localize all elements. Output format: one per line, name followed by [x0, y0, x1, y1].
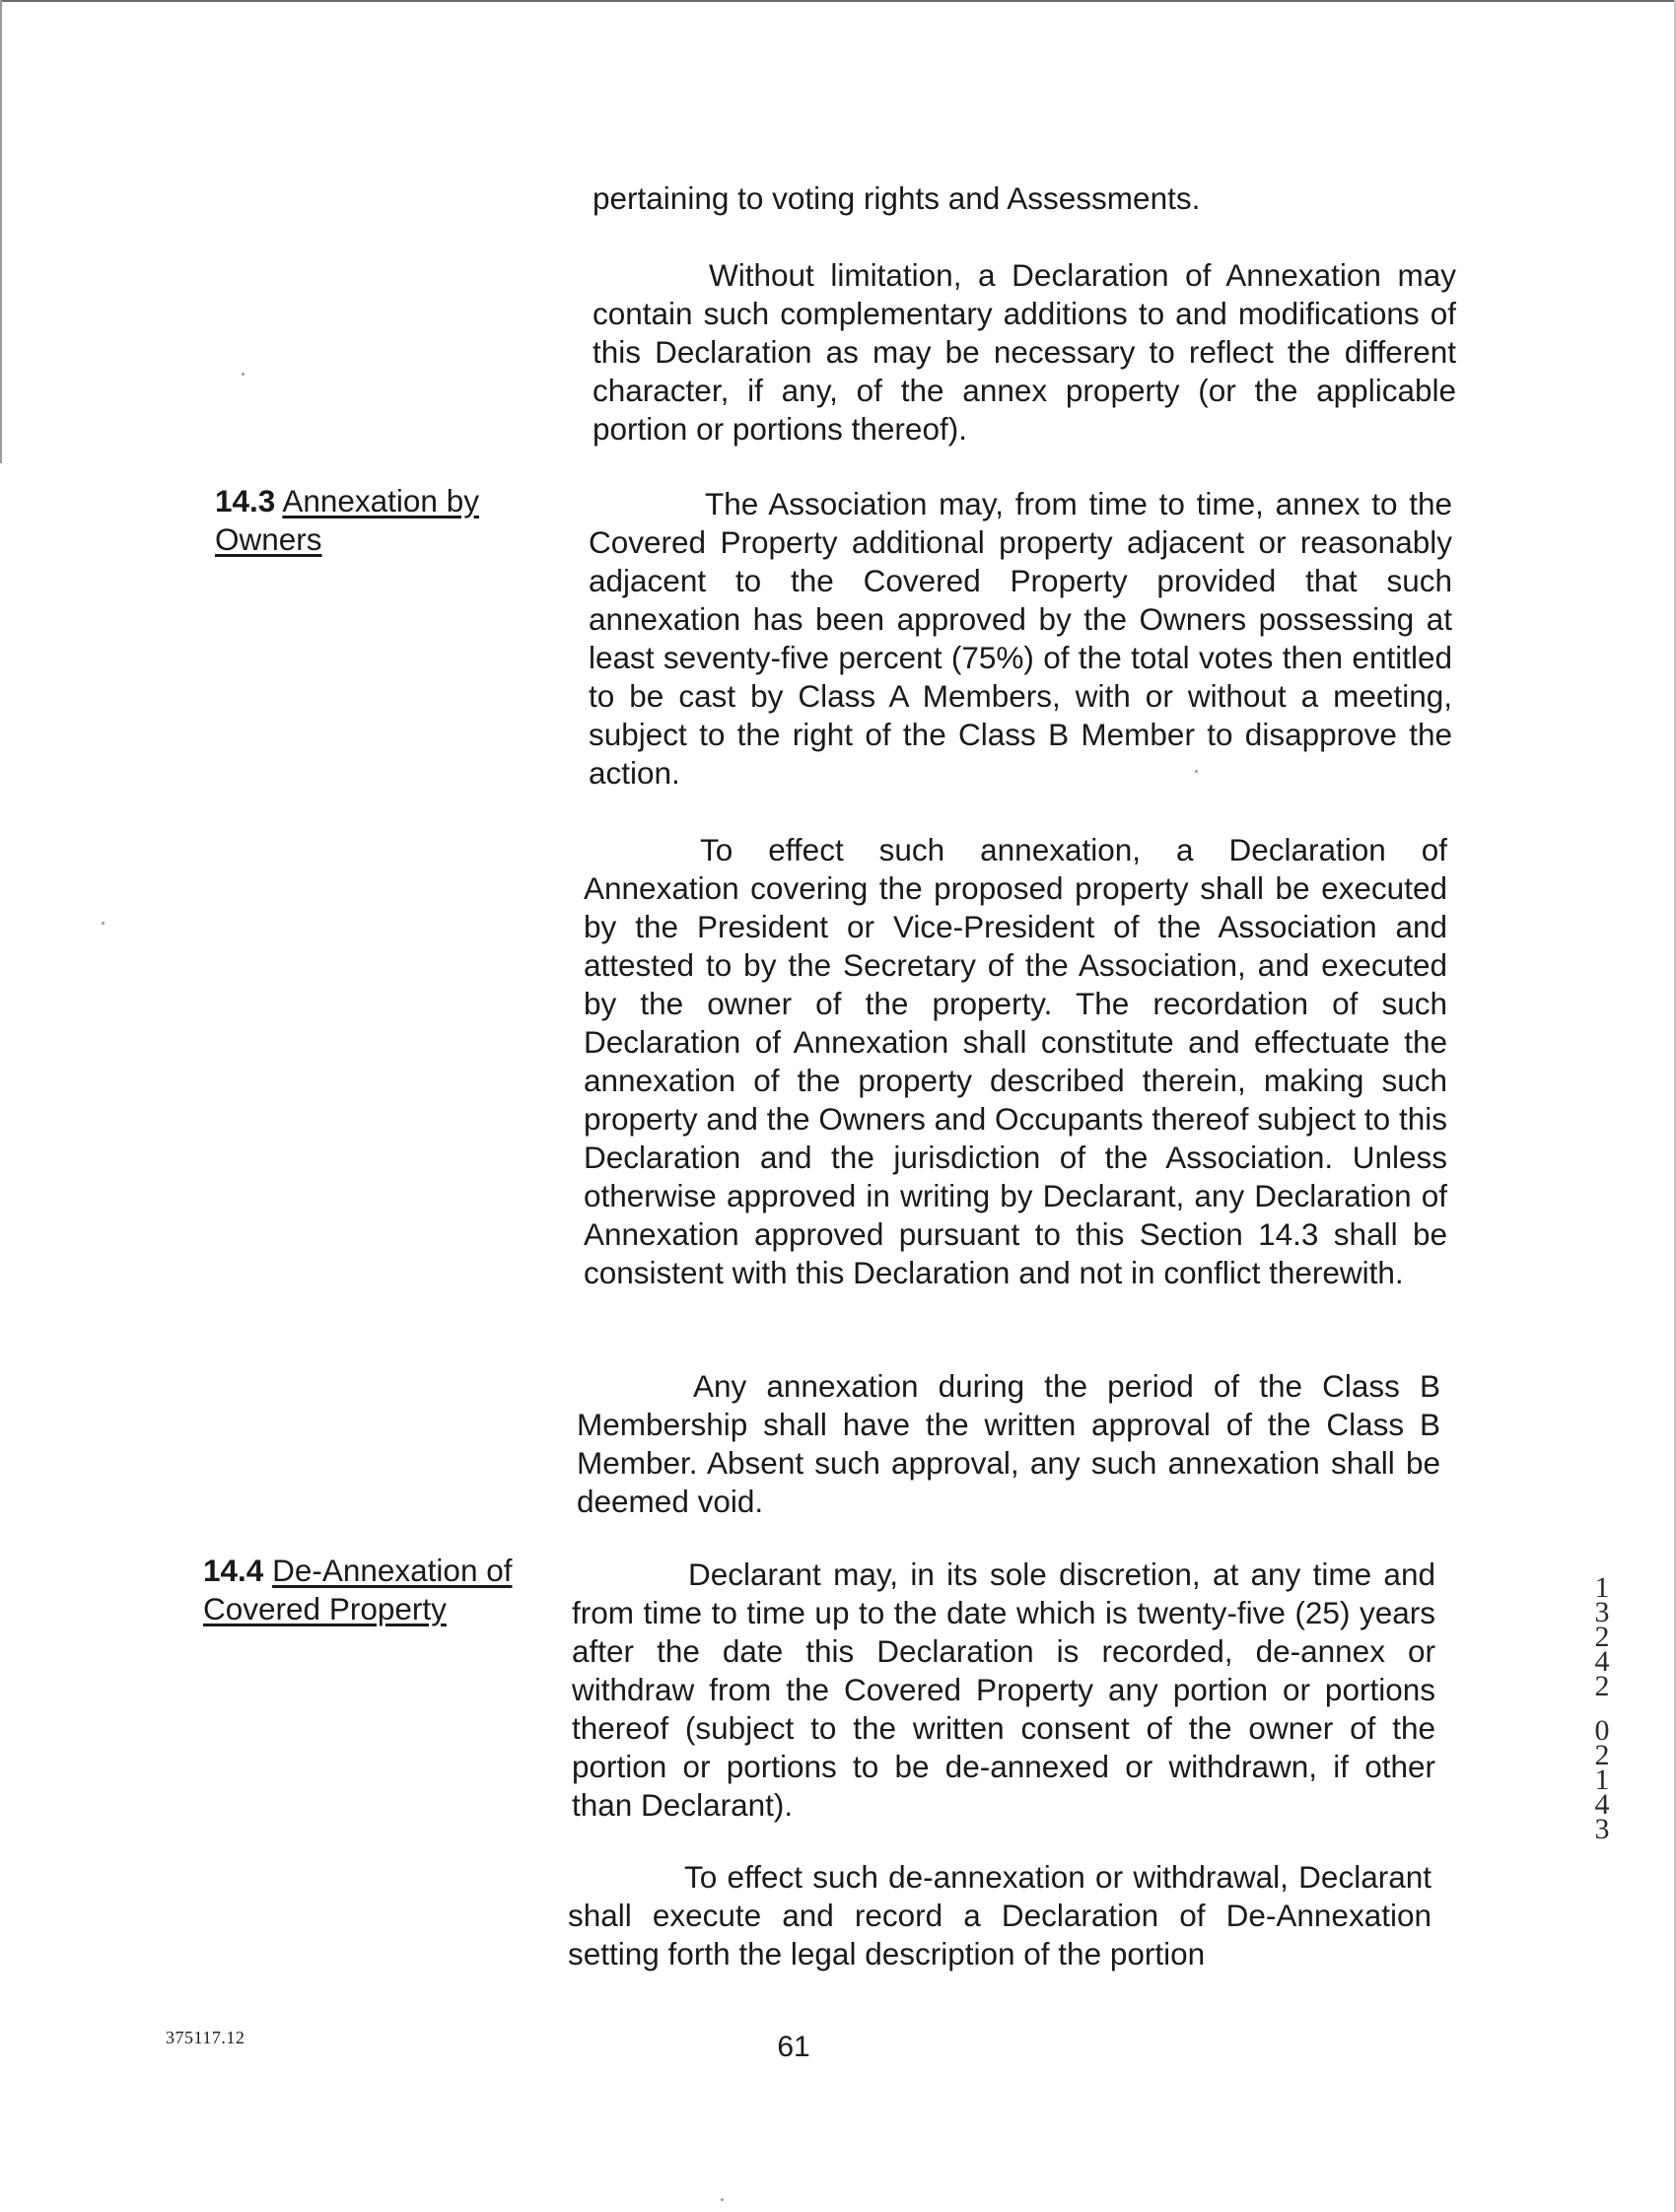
- scan-speck: [1195, 770, 1198, 773]
- scan-speck: [242, 373, 244, 376]
- scan-speck: [721, 2198, 724, 2201]
- top-scan-border: [0, 0, 1676, 2]
- section-14-4-heading: [203, 1552, 512, 1628]
- paragraph-7: To effect such de-annexation or withdrawal, Declarant shall execute and record a Declaration of De-Annexation setting forth the legal description of the portion: [568, 1859, 1432, 1971]
- body-block-2: [593, 256, 1456, 449]
- stamp-digit: 2: [1594, 1670, 1610, 1702]
- section-14-4-title-line2: Covered Property: [203, 1591, 447, 1626]
- paragraph-3: The Association may, from time to time, annex to the Covered Property additional property adjacent or reasonably adjacent to the Covered Property provided that such annexation has been approved by the Owners possessing at least seventy-five percent (75%) of the total votes then entitled to be cast by Class A Members, with or without a meeting, subject to the right of the Class B Member to disapprove the action.: [589, 486, 1452, 791]
- paragraph-2: Without limitation, a Declaration of Annexation may contain such complementary additions to and modifications of this Declaration as may be necessary to reflect the different character, if any, of the annex property (or the applicable portion or portions thereof).: [593, 257, 1456, 447]
- section-14-3-number: 14.3: [215, 483, 276, 518]
- stamp-digit: 1: [1594, 1571, 1610, 1604]
- body-block-6: [572, 1555, 1435, 1825]
- stamp-digit: 4: [1594, 1788, 1610, 1821]
- section-14-3-title-line2: Owners: [215, 521, 322, 557]
- stamp-digit: 1: [1594, 1763, 1610, 1796]
- stamp-digit: 2: [1594, 1739, 1610, 1771]
- scan-speck: [102, 922, 105, 925]
- paragraph-4: To effect such annexation, a Declaration of Annexation covering the proposed property shall be executed by the President or Vice-President of the Association and attested to by the Secretary of the Association, and executed by the owner of the property. The recordation of such Declaration of Annexation shall constitute and effectuate the annexation of the property described therein, making such property and the Owners and Occupants thereof subject to this Declaration and the jurisdiction of the Association. Unless otherwise approved in writing by Declarant, any Declaration of Annexation approved pursuant to this Section 14.3 shall be consistent with this Declaration and not in conflict therewith.: [584, 832, 1447, 1290]
- section-14-3-title-line1: Annexation by: [282, 483, 479, 518]
- paragraph-6: Declarant may, in its sole discretion, at any time and from time to time up to the date which is twenty-five (25) years after the date this Declaration is recorded, de-annex or withdraw from the Covered Property any portion or portions thereof (subject to the written consent of the owner of the portion or portions to be de-annexed or withdrawn, if other than Declarant).: [572, 1556, 1435, 1823]
- stamp-digit: 0: [1594, 1714, 1610, 1747]
- document-id: 375117.12: [166, 2028, 245, 2047]
- page-number: 61: [777, 2031, 810, 2063]
- recording-stamp: [1587, 1571, 1617, 1845]
- section-14-4-number: 14.4: [203, 1553, 264, 1588]
- body-block-7: [568, 1858, 1432, 1973]
- body-block-1: [593, 179, 1456, 218]
- stamp-digit: 3: [1594, 1596, 1610, 1628]
- stamp-digit: 3: [1594, 1813, 1610, 1845]
- body-block-3: [589, 485, 1452, 793]
- stamp-digit: 2: [1594, 1621, 1610, 1653]
- section-14-3-heading: [215, 482, 479, 559]
- section-14-4-title-line1: De-Annexation of: [272, 1553, 513, 1588]
- left-scan-border: [0, 0, 2, 463]
- body-block-4: [584, 831, 1447, 1292]
- stamp-digit: 4: [1594, 1645, 1610, 1678]
- body-block-5: [577, 1367, 1440, 1521]
- paragraph-5: Any annexation during the period of the Class B Membership shall have the written approval of the Class B Member. Absent such approval, any such annexation shall be deemed void.: [577, 1368, 1440, 1519]
- paragraph-1: pertaining to voting rights and Assessments.: [593, 180, 1201, 216]
